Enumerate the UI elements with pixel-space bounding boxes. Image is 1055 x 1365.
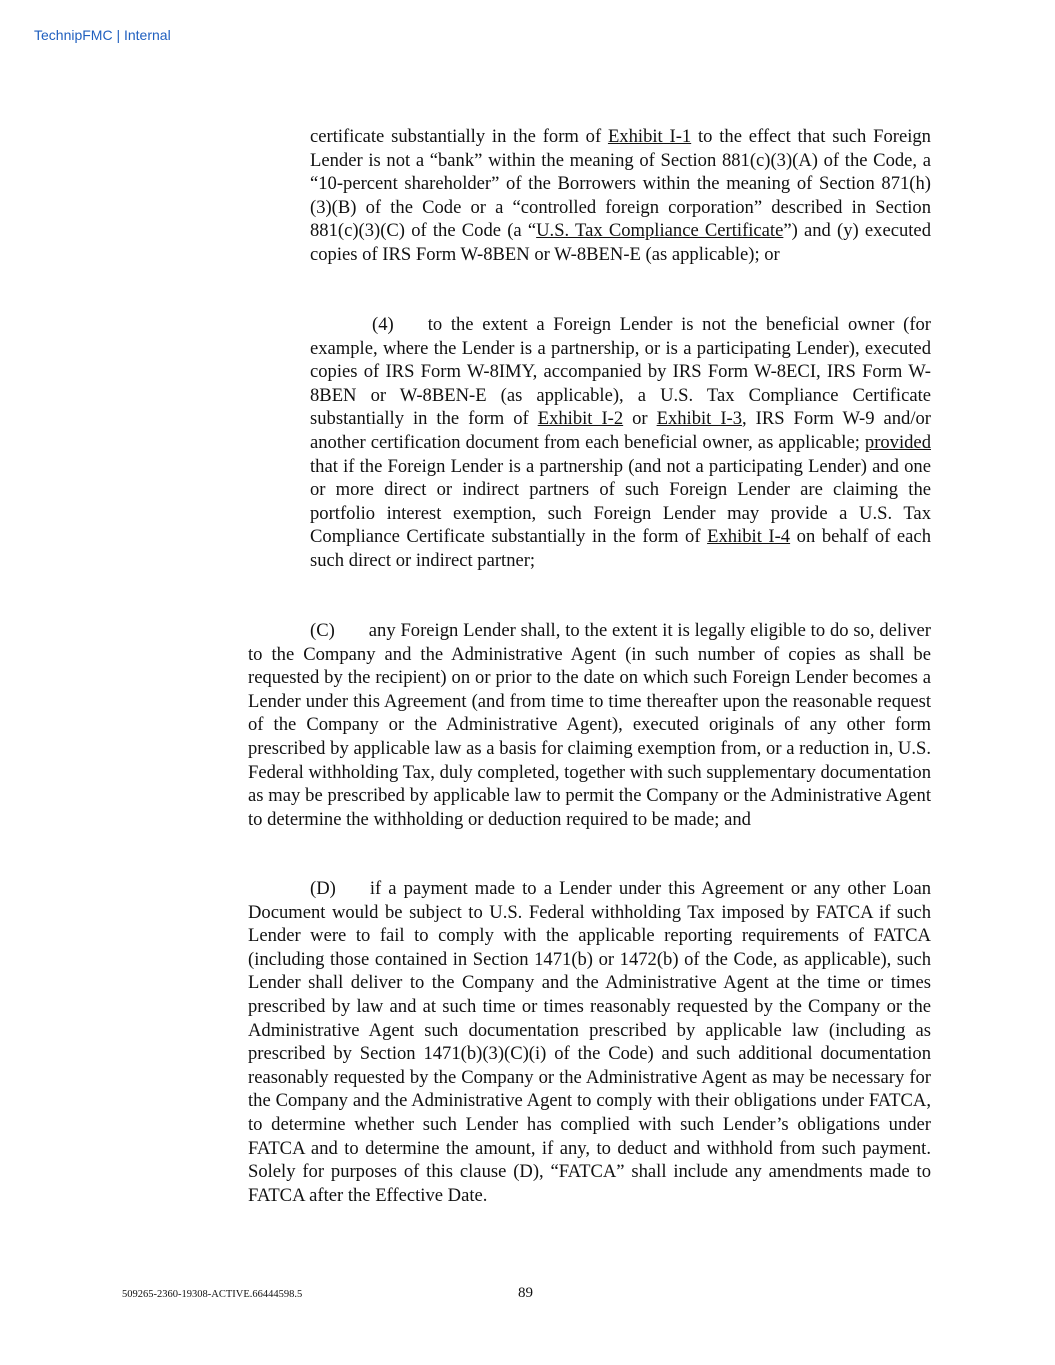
text-run: or: [623, 408, 657, 430]
page-number: 89: [518, 1285, 533, 1301]
text-run: , IRS Form W-9 and/or another certification document from each beneficial owner, as applicable;: [310, 408, 931, 453]
paragraph-c: [248, 619, 931, 831]
text-run: to the effect that such Foreign Lender is not a “bank” within the meaning of Section 881(c)(3)(A) of the Code, a “10-percent shareholder” of the Borrowers within the meaning of Section 871(h)(3)(B) of the Code or a “controlled foreign corporation” described in Section 881(c)(3)(C) of the Code (a “: [310, 126, 931, 242]
defined-term-us-tax-compliance-certificate: U.S. Tax Compliance Certificate: [536, 220, 784, 242]
exhibit-i3-reference: Exhibit I-3: [656, 408, 743, 430]
clause-label: (4): [372, 314, 394, 335]
paragraph-4: [310, 313, 931, 573]
exhibit-i1-reference: Exhibit I-1: [607, 126, 692, 147]
document-id: 509265-2360-19308-ACTIVE.66444598.5: [122, 1289, 303, 1300]
paragraph-d: [248, 877, 931, 1207]
text-run: any Foreign Lender shall, to the extent it is legally eligible to do so, deliver to the Company and the Administrative Agent (in such number of copies as shall be requested by the recipient) on or prior to the date on which such Foreign Lender becomes a Lender under this Agreement (and from time to time thereafter upon the reasonable request of the Company or the Administrative Agent), executed originals of any other form prescribed by applicable law as a basis for claiming exemption from, or a reduction in, U.S. Federal withholding Tax, duly completed, together with such supplementary documentation as may be prescribed by applicable law to permit the Company or the Administrative Agent to determine the withholding or deduction required to be made; and: [248, 620, 931, 830]
text-run: certificate substantially in the form of: [310, 126, 608, 147]
text-run: ”) and (y) executed copies of IRS Form W-8BEN or W-8BEN-E (as applicable); or: [310, 220, 931, 265]
paragraph-certificate: [310, 125, 931, 267]
clause-label: (D): [310, 878, 336, 899]
provided-term: provided: [864, 431, 931, 453]
exhibit-i4-reference: Exhibit I-4: [707, 526, 791, 548]
text-run: to the extent a Foreign Lender is not the beneficial owner (for example, where the Lender is a partnership, or is a participating Lender), executed copies of IRS Form W-8IMY, accompanied by IRS Form W-8ECI, IRS Form W-8BEN or W-8BEN-E (as applicable), a U.S. Tax Compliance Certificate substantially in the form of: [310, 314, 931, 430]
clause-label: (C): [310, 620, 335, 641]
exhibit-i2-reference: Exhibit I-2: [537, 408, 624, 430]
text-run: on behalf of each such direct or indirect partner;: [310, 526, 931, 571]
classification-label: TechnipFMC | Internal: [34, 27, 171, 43]
text-run: that if the Foreign Lender is a partnership (and not a participating Lender) and one or more direct or indirect partners of such Foreign Lender are claiming the portfolio interest exemption, such Foreign Lender may provide a U.S. Tax Compliance Certificate substantially in the form of: [310, 455, 931, 548]
text-run: if a payment made to a Lender under this Agreement or any other Loan Document would be subject to U.S. Federal withholding Tax imposed by FATCA if such Lender were to fail to comply with the applicable reporting requirements of FATCA (including those contained in Section 1471(b) or 1472(b) of the Code, as applicable), such Lender shall deliver to the Company and the Administrative Agent at the time or times prescribed by law and at such time or times reasonably requested by the Company or the Administrative Agent such documentation prescribed by applicable law (including as prescribed by Section 1471(b)(3)(C)(i) of the Code) and such additional documentation reasonably requested by the Company or the Administrative Agent as may be necessary for the Company and the Administrative Agent to comply with their obligations under FATCA, to determine whether such Lender has complied with such Lender’s obligations under FATCA and to determine the amount, if any, to deduct and withhold from such payment. Solely for purposes of this clause (D), “FATCA” shall include any amendments made to FATCA after the Effective Date.: [248, 878, 931, 1206]
